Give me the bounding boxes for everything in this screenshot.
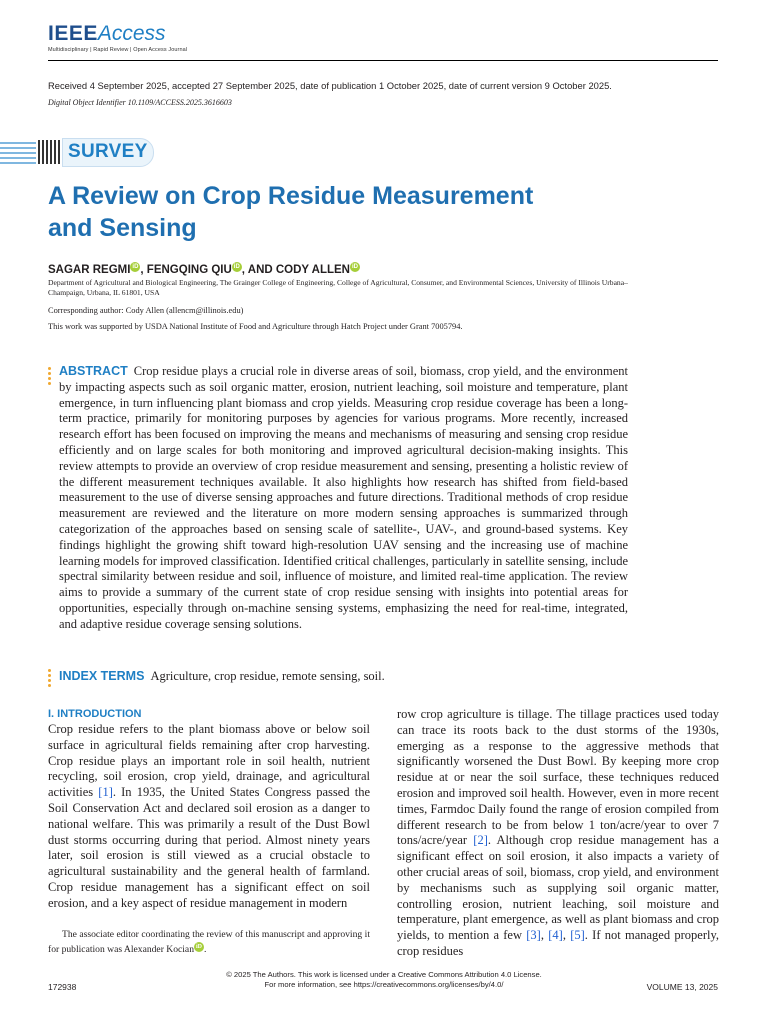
corresponding-author: Corresponding author: Cody Allen (allencm@illinois.edu): [48, 306, 244, 315]
journal-logo: [48, 22, 187, 53]
index-terms-dots-icon: [48, 669, 51, 689]
author-name: , AND CODY ALLEN: [241, 263, 350, 276]
index-terms: [59, 668, 628, 684]
received-dates: Received 4 September 2025, accepted 27 September 2025, date of publication 1 October 2025, date of current version 9 October 2025.: [48, 80, 612, 91]
abstract-label: ABSTRACT: [59, 364, 128, 378]
paragraph-text: . If not managed properly, crop residues: [397, 928, 720, 958]
orcid-icon[interactable]: iD: [352, 264, 358, 270]
editor-note: The associate editor coordinating the review of this manuscript and approving it for publication was Alexander Kocian iD .: [48, 929, 370, 956]
index-terms-text: Agriculture, crop residue, remote sensing, soil.: [150, 669, 385, 683]
doi-line: Digital Object Identifier 10.1109/ACCESS.2025.3616603: [48, 98, 232, 107]
citation-link[interactable]: [1]: [98, 785, 113, 800]
title-line-2: and Sensing: [48, 214, 197, 242]
abstract: [59, 364, 628, 633]
body-column-right: [397, 707, 719, 960]
paragraph-text: . Although crop residue management has a significant effect on soil erosion, it also impacts a variety of other crucial areas of soil, biomass, crop yield, and environment by mechanisms such as supplying soil organic matter, controlling erosion, nutrient leaching, soil moisture and temperature, plant emergence, as well as plant biomass and crop yields, to mention a few: [397, 833, 719, 943]
paragraph-text: Crop residue refers to the plant biomass above or below soil surface in agricultural fields remaining after crop harvesting. Crop residue plays an important role in soil health, nutrient recycling, soil erosion, crop yield, drainage, and agricultural activities: [48, 722, 370, 800]
orcid-icon[interactable]: iD: [196, 944, 202, 950]
funding-statement: This work was supported by USDA National Institute of Food and Agriculture through Hatch Project under Grant 7005794.: [48, 322, 463, 331]
author-name: , FENGQING QIU: [140, 263, 232, 276]
title-line-1: A Review on Crop Residue Measurement: [48, 182, 534, 210]
banner-label: SURVEY: [68, 141, 148, 162]
section-heading: I. INTRODUCTION: [48, 708, 142, 720]
abstract-text: Crop residue plays a crucial role in diverse areas of soil, biomass, crop yield, and the environment by impacting aspects such as soil organic matter, erosion, nutrient leaching, soil moisture and temperature, plant emergence, in turn influencing plant biomass and crop yields. Measuring crop residue coverage has been a long-term practice, primarily for monitoring purposes by agencies for various programs. More recently, increased research effort has been focused on improving the means and mechanisms of measuring and sensing crop residue efficiently and on large scales for both monitoring and improved agricultural decision-making insights. This review attempts to provide an overview of crop residue measurement and sensing, presenting a holistic review of the different measurement techniques available. It also highlights how research has shifted from field-based measurement to the use of diverse sensing approaches and future directions. Traditional methods of crop residue measurement are reviewed and the literature on more modern sensing approaches is summarized through categorization of the approaches based on sensing scale of satellite-, UAV-, and ground-based systems. Key findings highlight the growing shift toward high-resolution UAV sensing and the increasing use of machine learning models for improved classification. Identified critical challenges, particularly in satellite sensing, include spectral similarity between residue and soil, influence of moisture, and limited real-time application. The review aims to provide a summary of the current state of crop residue sensing with insights into potential areas for opportunities, especially through on-machine sensing systems, emphasizing the need for real-time, integrated, and adaptive residue coverage sensing solutions.: [59, 364, 628, 631]
citation-link[interactable]: [5]: [570, 928, 585, 943]
logo-ieee: IEEE: [48, 22, 98, 45]
banner-stripes-graphic: [0, 140, 62, 164]
license-line-2[interactable]: For more information, see https://creativecommons.org/licenses/by/4.0/: [264, 979, 504, 989]
paragraph-text: row crop agriculture is tillage. The tillage practices used today can trace its roots back to the dust storms of the 1930s, emerging as a response to the aggressive methods that significantly worsened the Dust Bowl. By keeping more crop residue at or near the soil surface, these techniques reduced erosion and improved soil health. However, even in more recent times, Farmdoc Daily found the range of erosion compiled from different research to be from below 1 ton/acre/year to over 7 tons/acre/year: [397, 707, 719, 848]
affiliation: Department of Agricultural and Biological Engineering, The Grainger College of Engineering, College of Agricultural, Consumer, and Environmental Sciences, University of Illinois Urbana–Champaign, Urbana, IL 61801, USA: [48, 278, 628, 297]
citation-link[interactable]: [4]: [548, 928, 563, 943]
journal-tagline: Multidisciplinary | Rapid Review | Open Access Journal: [48, 47, 188, 53]
header-rule: [48, 60, 718, 61]
page-number: 172938: [48, 982, 77, 992]
survey-banner: [0, 136, 156, 168]
logo-access: Access: [97, 22, 166, 45]
paragraph-text: . In 1935, the United States Congress passed the Soil Conservation Act and declared soil erosion as a danger to national welfare. This was primarily a result of the Dust Bowl dust storms occurring during that period. Almost ninety years later, soil erosion is still viewed as a crucial obstacle to agricultural sustainability and the general health of farmland. Crop residue management has a significant effect on soil erosion, and a key aspect of residue management in modern: [48, 785, 371, 910]
body-column-left: [48, 707, 370, 912]
body-paragraph: [48, 722, 370, 912]
editor-note-text: The associate editor coordinating the review of this manuscript and approving it for publication was Alexander Kocian: [48, 929, 370, 956]
orcid-icon[interactable]: iD: [132, 264, 139, 270]
citation-link[interactable]: [2]: [473, 833, 488, 848]
license-line-1: © 2025 The Authors. This work is licensed under a Creative Commons Attribution 4.0 License.: [226, 970, 542, 979]
volume-label: VOLUME 13, 2025: [646, 982, 718, 992]
author-name: SAGAR REGMI: [48, 263, 131, 276]
index-terms-label: INDEX TERMS: [59, 669, 145, 683]
citation-link[interactable]: [3]: [526, 928, 541, 943]
author-list: [48, 262, 360, 276]
body-paragraph: row crop agriculture is tillage. The tillage practices used today can trace its roots back to the dust storms of the 1930s, emerging as a response to the aggressive methods that significantly worsened the Dust Bowl. By keeping more crop residue at or near the soil surface, these techniques reduced erosion and improved soil health. However, even in more recent times, Farmdoc Daily found the range of erosion compiled from different research to be from below 1 ton/acre/year to over 7 tons/acre/year [2]. Although crop residue management has a significant effect on soil erosion, it also impacts a variety of other crucial areas of soil, biomass, crop yield, and environment by mechanisms such as supplying soil organic matter, controlling erosion, nutrient leaching, soil moisture and temperature, plant emergence, as well as plant biomass and crop yields, to mention a few [3], [4], [5]. If not managed properly, crop residues: [397, 707, 720, 958]
abstract-dots-icon: [48, 367, 51, 387]
paper-title: [48, 180, 648, 244]
orcid-icon[interactable]: iD: [233, 264, 240, 270]
